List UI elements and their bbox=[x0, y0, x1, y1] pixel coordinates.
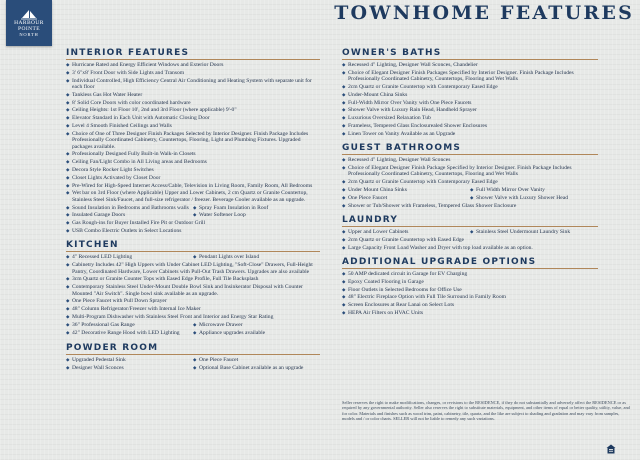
list-item: ◆ Epoxy Coated Flooring in Garage bbox=[342, 279, 598, 285]
upgrades-section bbox=[342, 257, 598, 316]
logo-line-3: NORTH bbox=[19, 31, 39, 37]
list-item: ◆ Appliance upgrades available bbox=[193, 330, 320, 336]
laundry-section bbox=[342, 215, 598, 251]
list-item: ◆ Shower Valve with Luxury Shower Head bbox=[470, 195, 598, 201]
list-item: ◆ 2cm Quartz or Granite Countertop with Eased Edge bbox=[342, 237, 598, 243]
owners-bath-section bbox=[342, 48, 598, 137]
disclaimer-text: Seller reserves the right to make modifications, changes, or revisions to the RESIDENCE, if they do not substantially and adversely affect the RESIDENCE or as required by any governmental authority. Seller also reserves the right to substitute materials, equipment, and other items of equal or better quality, utility, value, and for color. Materials and finishes such as wood trim, paint, cabinetry, tile, quartz, and the like are subject to shading and gradation and may vary from samples, models and / or color charts. SELLER will not be liable to remedy any such variations. bbox=[342, 400, 630, 422]
interior-pair-list bbox=[66, 205, 320, 221]
list-item: ◆ Level 4 Smooth Finished Ceilings and Walls bbox=[66, 123, 320, 129]
interior-tail-list bbox=[66, 220, 320, 234]
guest-bath-tail-list bbox=[342, 203, 598, 209]
list-item: ◆ USB Combo Electric Outlets in Select Locations bbox=[66, 228, 320, 234]
kitchen-section bbox=[66, 240, 320, 337]
list-item: ◆ Elevator Standard in Each Unit with Automatic Closing Door bbox=[66, 115, 320, 121]
kitchen-top-pairs bbox=[66, 254, 320, 262]
list-item: ◆ Gas Rough-ins for Buyer Installed Fire Pit or Outdoor Grill bbox=[66, 220, 320, 226]
kitchen-list bbox=[66, 262, 320, 320]
page-title: TOWNHOME FEATURES bbox=[334, 2, 634, 24]
list-item: ◆ Insulated Garage Doors bbox=[66, 212, 193, 218]
list-item: ◆ Designer Wall Sconces bbox=[66, 365, 193, 371]
list-item: ◆ Ceiling Fan/Light Combo in All Living areas and Bedrooms bbox=[66, 159, 320, 165]
owners-bath-title: OWNER'S BATHS bbox=[342, 48, 598, 60]
list-item: ◆ One Piece Faucet with Pull Down Sprayer bbox=[66, 298, 320, 304]
list-item: ◆ Wet bar on 3rd Floor (where Applicable) Upper and Lower Cabinets, 2 cm Quartz or Granite Countertop, Stainless Steel Sink/Faucet, and full-size refrigerator / freezer. Beverage Cooler available as an upgrade. bbox=[66, 190, 320, 203]
list-item: ◆ Closet Lights Activated by Closet Door bbox=[66, 175, 320, 181]
list-item: ◆ 48" Electric Fireplace Option with Full Tile Surround in Family Room bbox=[342, 294, 598, 300]
list-item: ◆ Luxurious Oversized Relaxation Tub bbox=[342, 115, 598, 121]
right-column bbox=[342, 48, 598, 322]
list-item: ◆ Choice of One of Three Designer Finish Packages Selected by Interior Designer. Finish Package Includes Professionally Coordinated Cabinetry, Countertops, Flooring, Light and Plumbing Fixtures. Upgraded packages available. bbox=[66, 131, 320, 150]
kitchen-bottom-pairs bbox=[66, 322, 320, 338]
list-item: ◆ Shower Valve with Luxury Rain Head, Handheld Sprayer bbox=[342, 107, 598, 113]
guest-bath-pair-list bbox=[342, 187, 598, 203]
list-item: ◆ Recessed 4" Lighting, Designer Wall Sconces, Chandelier bbox=[342, 62, 598, 68]
list-item: ◆ 36" Professional Gas Range bbox=[66, 322, 193, 328]
list-item: ◆ Choice of Elegant Designer Finish Package Specified by Interior Designer. Finish Package Includes Professionally Coordinated Cabinetry, Countertops, Flooring and Wet Walls bbox=[342, 165, 598, 178]
laundry-pair-list bbox=[342, 229, 598, 237]
list-item: ◆ Decora Style Rocker Light Switches bbox=[66, 167, 320, 173]
list-item: ◆ Full Width Mirror Over Vanity bbox=[470, 187, 598, 193]
guest-bath-title: GUEST BATHROOMS bbox=[342, 143, 598, 155]
list-item: ◆ 48" Column Refrigerator/Freezer with Internal Ice Maker bbox=[66, 306, 320, 312]
guest-bath-section bbox=[342, 143, 598, 209]
equal-housing-icon bbox=[606, 444, 616, 454]
list-item: ◆ Microwave Drawer bbox=[193, 322, 320, 328]
list-item: ◆ Linen Tower on Vanity Available as an Upgrade bbox=[342, 131, 598, 137]
list-item: ◆ 2cm Quartz or Granite Countertop with Contemporary Eased Edge bbox=[342, 84, 598, 90]
list-item: ◆ 8' Solid Core Doors with color coordinated hardware bbox=[66, 100, 320, 106]
interior-title: INTERIOR FEATURES bbox=[66, 48, 320, 60]
kitchen-title: KITCHEN bbox=[66, 240, 320, 252]
list-item: ◆ Choice of Elegant Designer Finish Packages Specified by Interior Designer. Finish Package Includes Professionally Coordinated Cabinetry, Countertops, Flooring and Wet Walls bbox=[342, 70, 598, 83]
list-item: ◆ Professionally Designed Fully Built-in Walk-in Closets bbox=[66, 151, 320, 157]
list-item: ◆ Upper and Lower Cabinets bbox=[342, 229, 470, 235]
list-item: ◆ 2cm Quartz or Granite Countertop with Contemporary Eased Edge bbox=[342, 179, 598, 185]
list-item: ◆ HEPA Air Filters on HVAC Units bbox=[342, 310, 598, 316]
list-item: ◆ Spray Foam Insulation in Roof bbox=[193, 205, 320, 211]
logo-line-2: POINTE bbox=[18, 25, 40, 32]
list-item: ◆ 3cm Quartz or Granite Counter Tops with Eased Edge Profile, Full Tile Backsplash bbox=[66, 276, 320, 282]
list-item: ◆ Upgraded Pedestal Sink bbox=[66, 357, 193, 363]
list-item: ◆ Shower or Tub/Shower with Frameless, Tempered Glass Shower Enclosure bbox=[342, 203, 598, 209]
list-item: ◆ Frameless, Tempered Glass Enclosurealed Shower Enclosures bbox=[342, 123, 598, 129]
list-item: ◆ One Piece Faucet bbox=[193, 357, 320, 363]
list-item: ◆ Under-Mount China Sinks bbox=[342, 92, 598, 98]
list-item: ◆ One Piece Faucet bbox=[342, 195, 470, 201]
list-item: ◆ Stainless Steel Undermount Laundry Sink bbox=[470, 229, 598, 235]
left-column bbox=[66, 48, 320, 379]
list-item: ◆ Large Capacity Front Load Washer and Dryer with top load available as an option. bbox=[342, 245, 598, 251]
list-item: ◆ Pre-Wired for High-Speed Internet Access/Cable, Television in Living Room, Family Room, All Bedrooms bbox=[66, 183, 320, 189]
list-item: ◆ Multi-Program Dishwasher with Stainless Steel Front and Interior and Energy Star Rating bbox=[66, 314, 320, 320]
powder-room-list bbox=[66, 357, 320, 373]
list-item: ◆ Screen Enclosures at Rear Lanai on Select Lots bbox=[342, 302, 598, 308]
list-item: ◆ Recessed 4" Lighting, Designer Wall Sconces bbox=[342, 157, 598, 163]
list-item: ◆ Full-Width Mirror Over Vanity with One Piece Faucets bbox=[342, 100, 598, 106]
list-item: ◆ Cabinetry Includes 42" High Uppers with Under Cabinet LED Lighting, "Soft-Close" Drawers, Full-Height Pantry, Coordinated Hardware, Lower Cabinets with Pull-Out Trash Drawers. Upgrades are also available bbox=[66, 262, 320, 275]
list-item: ◆ Contemporary Stainless Steel Under-Mount Double Bowl Sink and Insinkerator Disposal with Counter Mounted "Air Switch". Single bowl sink available as an upgrade. bbox=[66, 284, 320, 297]
list-item: ◆ 3' 6"x8' Front Door with Side Lights and Transom bbox=[66, 70, 320, 76]
sailboat-icon bbox=[19, 10, 39, 20]
guest-bath-list bbox=[342, 157, 598, 185]
laundry-title: LAUNDRY bbox=[342, 215, 598, 227]
list-item: ◆ Water Softener Loop bbox=[193, 212, 320, 218]
list-item: ◆ 42" Decorative Range Hood with LED Lighting bbox=[66, 330, 193, 336]
list-item: ◆ Optional Base Cabinet available as an upgrade bbox=[193, 365, 320, 371]
upgrades-list bbox=[342, 271, 598, 316]
list-item: ◆ 50 AMP dedicated circuit in Garage for EV Charging bbox=[342, 271, 598, 277]
list-item: ◆ Individual Controlled, High Efficiency Central Air Conditioning and Heating System with separate unit for each floor bbox=[66, 78, 320, 91]
laundry-list bbox=[342, 237, 598, 251]
upgrades-title: ADDITIONAL UPGRADE OPTIONS bbox=[342, 257, 598, 269]
list-item: ◆ Floor Outlets in Selected Bedrooms for Office Use bbox=[342, 287, 598, 293]
list-item: ◆ Sound Insulation in Bedrooms and Bathrooms walls bbox=[66, 205, 193, 211]
list-item: ◆ Tankless Gas Hot Water Heater bbox=[66, 92, 320, 98]
list-item: ◆ Pendant Lights over Island bbox=[193, 254, 320, 260]
powder-room-title: POWDER ROOM bbox=[66, 343, 320, 355]
interior-section bbox=[66, 48, 320, 234]
logo-line-1: HARBOUR bbox=[14, 19, 44, 26]
harbour-pointe-logo bbox=[6, 0, 52, 46]
header-bar bbox=[0, 0, 640, 37]
owners-bath-list bbox=[342, 62, 598, 137]
powder-room-section bbox=[66, 343, 320, 373]
list-item: ◆ 4" Recessed LED Lighting bbox=[66, 254, 193, 260]
list-item: ◆ Hurricane Rated and Energy Efficient Windows and Exterior Doors bbox=[66, 62, 320, 68]
list-item: ◆ Ceiling Heights: 1st Floor 10', 2nd and 3rd Floor (where applicable) 9'-0" bbox=[66, 107, 320, 113]
list-item: ◆ Under Mount China Sinks bbox=[342, 187, 470, 193]
interior-list bbox=[66, 62, 320, 203]
